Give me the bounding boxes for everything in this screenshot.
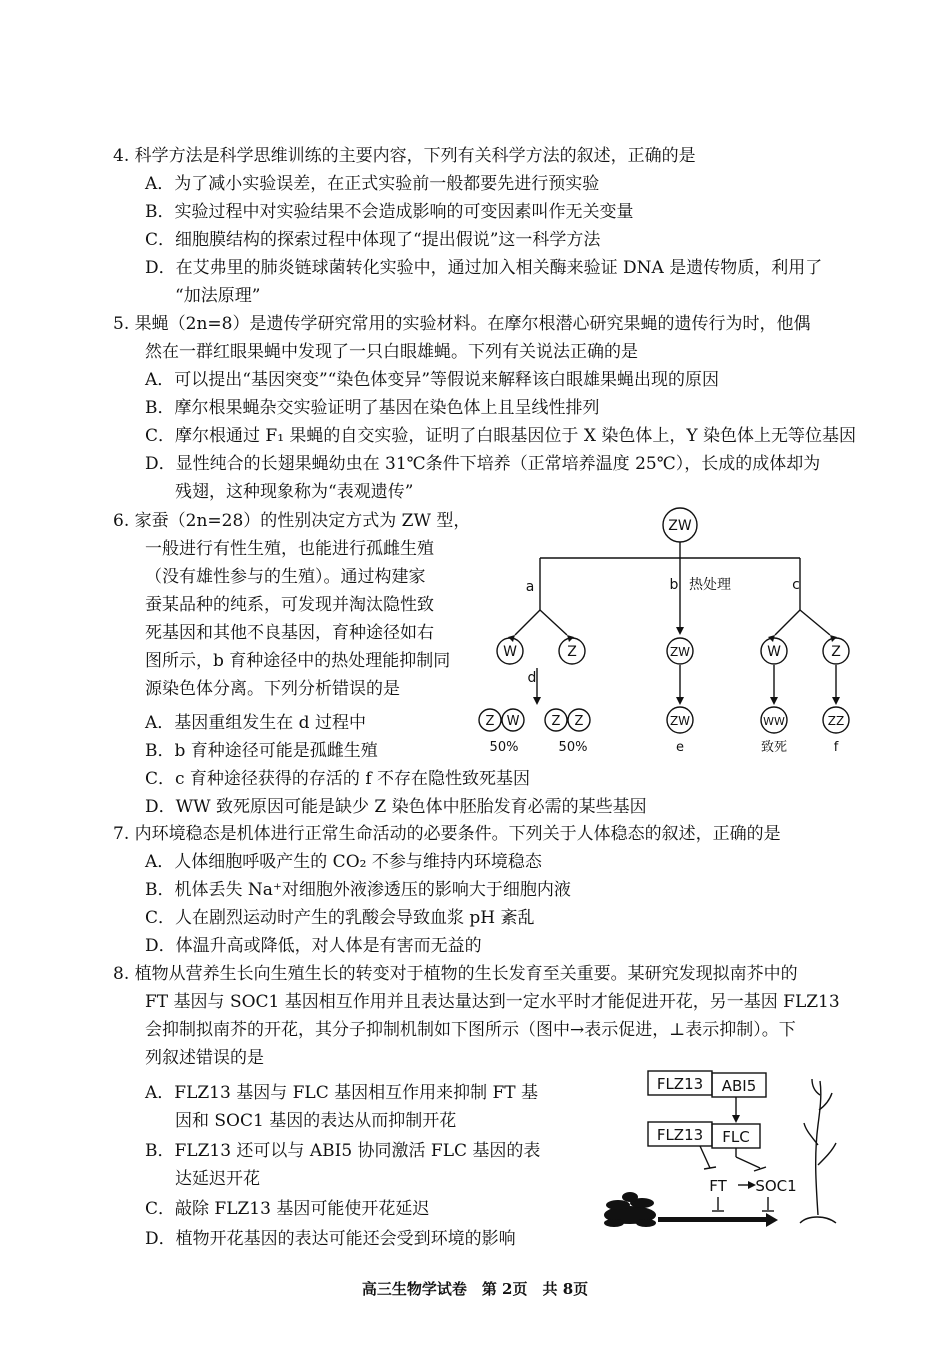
q8-option-b: B．FLZ13 还可以与 ABI5 协同激活 FLC 基因的表 (145, 1141, 541, 1161)
q4-option-c: C．细胞膜结构的探索过程中体现了“提出假说”这一科学方法 (145, 230, 601, 250)
root-zw-label: ZW (668, 518, 692, 534)
q8-option-b-cont: 达延迟开花 (175, 1169, 260, 1189)
q4-stem: 4. 科学方法是科学思维训练的主要内容，下列有关科学方法的叙述，正确的是 (113, 146, 696, 166)
q8-stem-2: FT 基因与 SOC1 基因相互作用并且表达量达到一定水平时才能促进开花，另一基因 FLZ13 (145, 992, 840, 1012)
page-footer: 高三生物学试卷 第 2页 共 8页 (361, 1280, 589, 1298)
q7-option-d: D．体温升高或降低，对人体是有害而无益的 (145, 936, 482, 956)
q4-option-a: A．为了减小实验误差，在正式实验前一般都要先进行预实验 (145, 174, 600, 194)
w-offspring-1: W (506, 714, 520, 729)
abi5-label: ABI5 (721, 1077, 757, 1095)
q8-stem-1: 8. 植物从营养生长向生殖生长的转变对于植物的生长发育至关重要。某研究发现拟南芥中的 (113, 964, 798, 984)
q5-option-d-cont: 残翅，这种现象称为“表观遗传” (175, 482, 414, 502)
pct-label-1: 50% (489, 740, 519, 755)
q8-stem-4: 列叙述错误的是 (145, 1048, 264, 1068)
q7-option-a: A．人体细胞呼吸产生的 CO₂ 不参与维持内环境稳态 (145, 852, 542, 872)
silkworm-breeding-diagram (470, 505, 870, 760)
w-node-a: W (503, 644, 517, 660)
q6-stem-2: 一般进行有性生殖，也能进行孤雌生殖 (145, 539, 434, 559)
path-b-label: b (669, 577, 679, 593)
z-node-c: Z (831, 644, 841, 660)
q5-option-b: B．摩尔根果蝇杂交实验证明了基因在染色体上且呈线性排列 (145, 398, 600, 418)
f-label: f (833, 740, 839, 755)
q7-stem: 7. 内环境稳态是机体进行正常生命活动的必要条件。下列关于人体稳态的叙述，正确的是 (113, 824, 781, 844)
z-node-a: Z (567, 644, 577, 660)
q5-option-a: A．可以提出“基因突变”“染色体变异”等假说来解释该白眼雄果蝇出现的原因 (145, 370, 720, 390)
flz13-mid-label: FLZ13 (656, 1126, 704, 1144)
q5-option-c: C．摩尔根通过 F₁ 果蝇的自交实验，证明了白眼基因位于 X 染色体上，Y 染色体上无等位基因 (145, 426, 856, 446)
pct-label-2: 50% (558, 740, 588, 755)
soc1-label: SOC1 (755, 1177, 797, 1195)
q7-option-b: B．机体丢失 Na⁺对细胞外液渗透压的影响大于细胞内液 (145, 880, 571, 900)
zw-offspring: ZW (669, 714, 691, 728)
q5-stem-cont: 然在一群红眼果蝇中发现了一只白眼雄蝇。下列有关说法正确的是 (145, 342, 638, 362)
lethal-label: 致死 (760, 740, 788, 755)
w-node-c: W (767, 644, 781, 660)
q6-option-d: D．WW 致死原因可能是缺少 Z 染色体中胚胎发育必需的某些基因 (145, 797, 647, 817)
q5-stem: 5. 果蝇（2n=8）是遗传学研究常用的实验材料。在摩尔根潜心研究果蝇的遗传行为时，他偶 (113, 314, 811, 334)
path-c-label: c (792, 577, 800, 593)
path-d-label: d (527, 670, 537, 686)
flc-label: FLC (722, 1128, 750, 1146)
q6-stem-6: 图所示，b 育种途径中的热处理能抑制同 (145, 651, 451, 671)
heat-treatment-label: 热处理 (689, 577, 731, 593)
zz-offspring: ZZ (827, 714, 845, 728)
ft-label: FT (709, 1177, 727, 1195)
q6-stem-4: 蚕某品种的纯系，可发现并淘汰隐性致 (145, 595, 434, 615)
q4-option-b: B．实验过程中对实验结果不会造成影响的可变因素叫作无关变量 (145, 202, 634, 222)
q6-option-c: C．c 育种途径获得的存活的 f 不存在隐性致死基因 (145, 769, 531, 789)
q8-option-a: A．FLZ13 基因与 FLC 基因相互作用来抑制 FT 基 (145, 1083, 539, 1103)
z-offspring-2: Z (551, 714, 561, 729)
q6-stem-5: 死基因和其他不良基因，育种途径如右 (145, 623, 434, 643)
q6-option-a: A．基因重组发生在 d 过程中 (145, 713, 366, 733)
flz13-mechanism-diagram (600, 1065, 860, 1245)
z-offspring-1: Z (485, 714, 495, 729)
q6-stem-3: （没有雄性参与的生殖）。通过构建家 (145, 567, 426, 587)
ww-offspring: WW (763, 715, 785, 728)
q4-option-d: D．在艾弗里的肺炎链球菌转化实验中，通过加入相关酶来验证 DNA 是遗传物质，利用了 (145, 258, 823, 278)
q8-option-c: C．敲除 FLZ13 基因可能使开花延迟 (145, 1199, 430, 1219)
q6-option-b: B．b 育种途径可能是孤雌生殖 (145, 741, 378, 761)
q4-option-d-cont: “加法原理” (175, 286, 261, 306)
q5-option-d: D．显性纯合的长翅果蝇幼虫在 31℃条件下培养（正常培养温度 25℃），长成的成体却为 (145, 454, 821, 474)
flz13-top-label: FLZ13 (656, 1075, 704, 1093)
q7-option-c: C．人在剧烈运动时产生的乳酸会导致血浆 pH 紊乱 (145, 908, 535, 928)
e-label: e (676, 740, 684, 755)
q6-stem-1: 6. 家蚕（2n=28）的性别决定方式为 ZW 型， (113, 511, 471, 531)
path-a-label: a (525, 579, 535, 595)
q8-stem-3: 会抑制拟南芥的开花，其分子抑制机制如下图所示（图中→表示促进，⊥表示抑制）。下 (145, 1020, 796, 1040)
q8-option-d: D．植物开花基因的表达可能还会受到环境的影响 (145, 1229, 516, 1249)
z-offspring-3: Z (574, 714, 584, 729)
zw-node-b: ZW (669, 645, 691, 659)
q6-stem-7: 源染色体分离。下列分析错误的是 (145, 679, 400, 699)
q8-option-a-cont: 因和 SOC1 基因的表达从而抑制开花 (175, 1111, 457, 1131)
